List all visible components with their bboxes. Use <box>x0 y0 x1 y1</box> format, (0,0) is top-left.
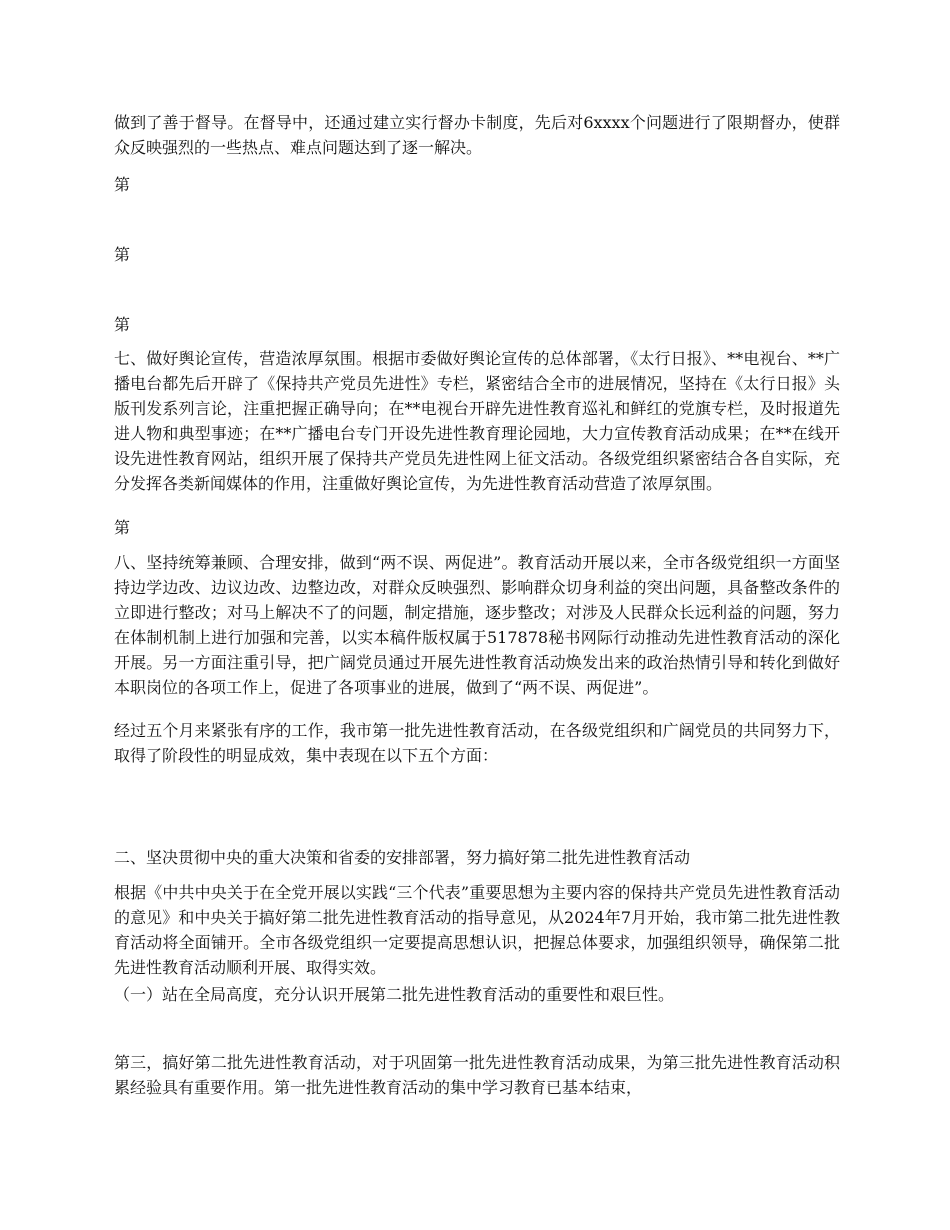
heading-section-two: 二、坚决贯彻中央的重大决策和省委的安排部署，努力搞好第二批先进性教育活动 <box>114 848 691 867</box>
paragraph-summary: 经过五个月来紧张有序的工作，我市第一批先进性教育活动，在各级党组织和广阔党员的共同努力下，取得了阶段性的明显成效，集中表现在以下五个方面： <box>114 721 840 765</box>
paragraph-fragment-2: 第 <box>114 245 131 264</box>
paragraph-fragment-1: 第 <box>114 175 131 194</box>
paragraph-fragment-4: 第 <box>114 518 131 537</box>
paragraph-section-seven: 七、做好舆论宣传，营造浓厚氛围。根据市委做好舆论宣传的总体部署，《太行日报》、**电视台、**广播电台都先后开辟了《保持共产党员先进性》专栏，紧密结合全市的进展情况，坚持在《太行日报》头版刊发系列言论，注重把握正确导向；在**电视台开辟先进性教育巡礼和鲜红的党旗专栏，及时报道先进人物和典型事迹；在**广播电台专门开设先进性教育理论园地，大力宣传教育活动成果；在**在线开设先进性教育网站，组织开展了保持共产党员先进性网上征文活动。各级党组织紧密结合各自实际，充分发挥各类新闻媒体的作用，注重做好舆论宣传，为先进性教育活动营造了浓厚氛围。 <box>114 349 840 493</box>
heading-subsection-one: （一）站在全局高度，充分认识开展第二批先进性教育活动的重要性和艰巨性。 <box>114 985 675 1004</box>
paragraph-section-eight: 八、坚持统筹兼顾、合理安排，做到“两不误、两促进”。教育活动开展以来，全市各级党组织一方面坚持边学边改、边议边改、边整边改，对群众反映强烈、影响群众切身利益的突出问题，具备整改条件的立即进行整改；对马上解决不了的问题，制定措施，逐步整改；对涉及人民群众长远利益的问题，努力在体制机制上进行加强和完善，以实本稿件版权属于517878秘书网际行动推动先进性教育活动的深化开展。另一方面注重引导，把广阔党员通过开展先进性教育活动焕发出来的政治热情引导和转化到做好本职岗位的各项工作上，促进了各项事业的进展，做到了“两不误、两促进”。 <box>114 553 840 697</box>
paragraph-fragment-3: 第 <box>114 315 131 334</box>
paragraph-supervision: 做到了善于督导。在督导中，还通过建立实行督办卡制度，先后对6xxxx个问题进行了限期督办，使群众反映强烈的一些热点、难点问题达到了逐一解决。 <box>114 113 840 157</box>
paragraph-third-point: 第三，搞好第二批先进性教育活动，对于巩固第一批先进性教育活动成果，为第三批先进性教育活动积累经验具有重要作用。第一批先进性教育活动的集中学习教育已基本结束， <box>114 1053 840 1097</box>
paragraph-second-batch: 根据《中共中央关于在全党开展以实践“三个代表”重要思想为主要内容的保持共产党员先进性教育活动的意见》和中央关于搞好第二批先进性教育活动的指导意见，从2024年7月开始，我市第二批先进性教育活动将全面铺开。全市各级党组织一定要提高思想认识，把握总体要求，加强组织领导，确保第二批先进性教育活动顺利开展、取得实效。 <box>114 883 840 977</box>
